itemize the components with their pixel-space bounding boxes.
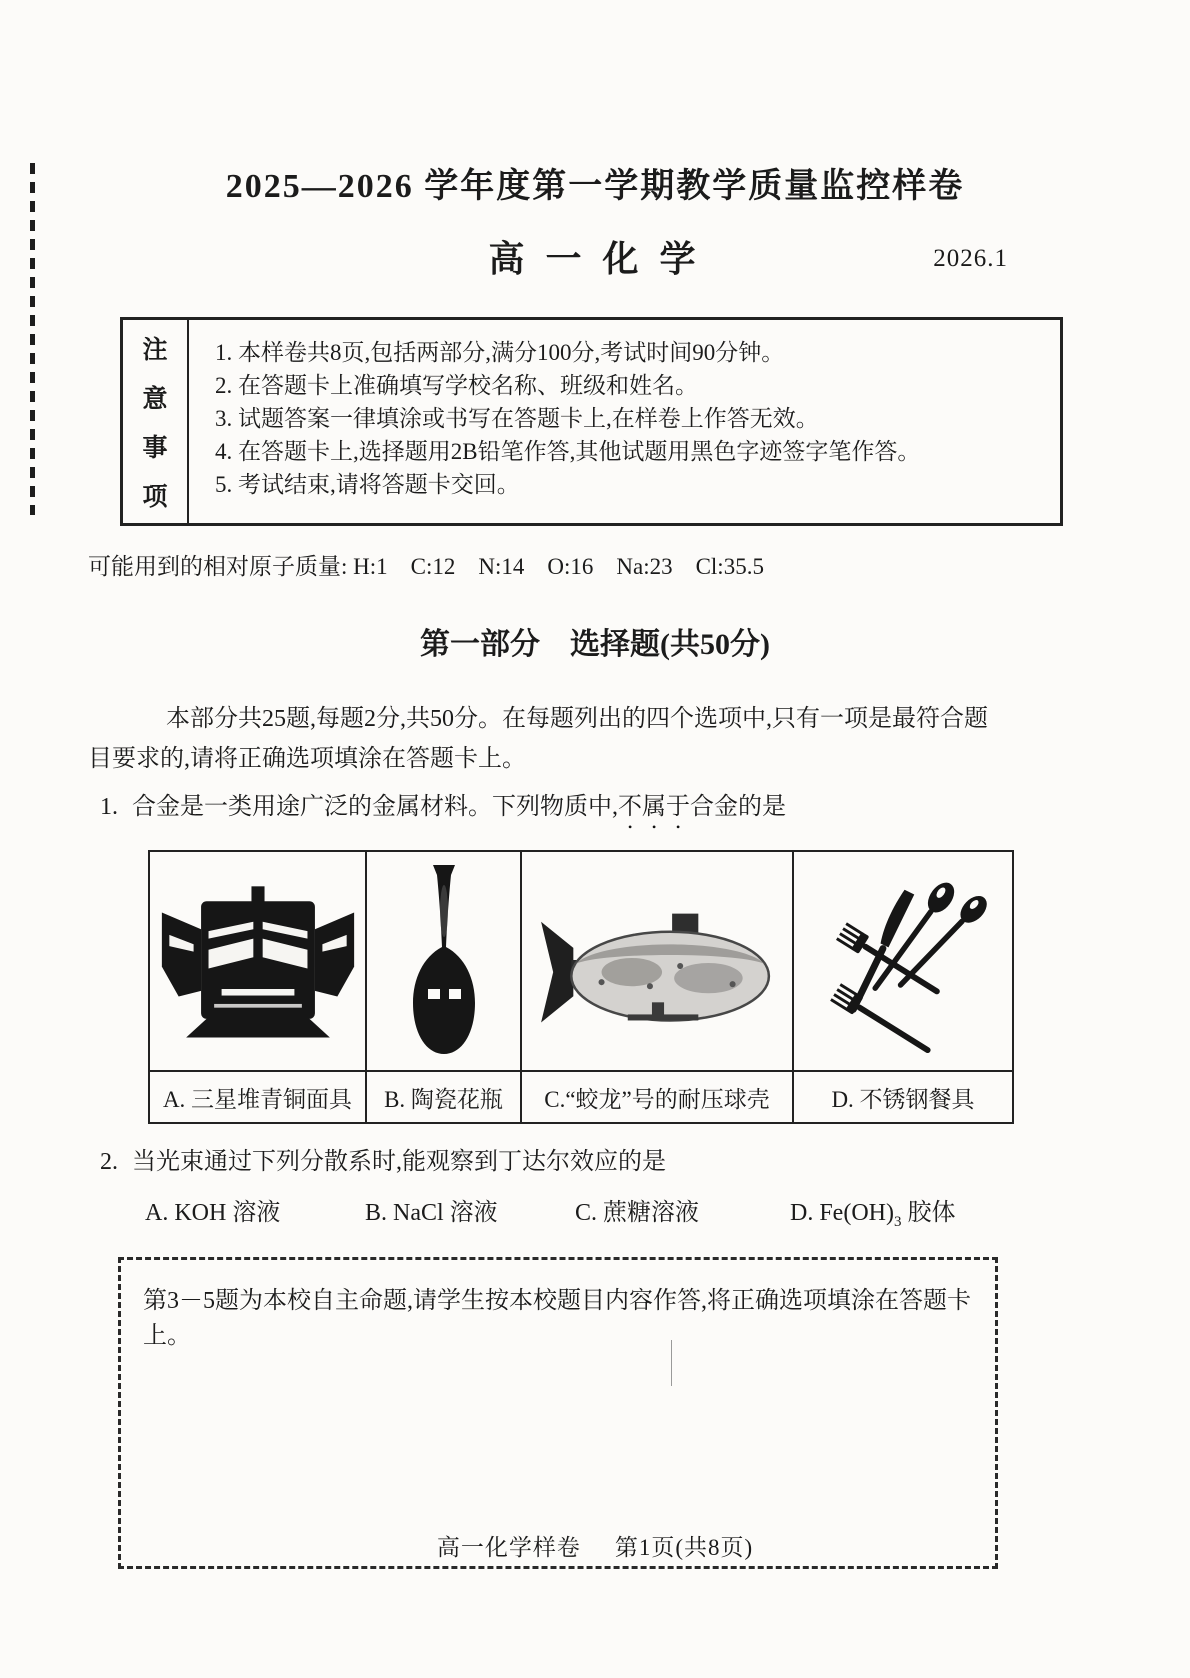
option-d-suffix: 胶体 [901, 1200, 956, 1226]
emphasized-text: 不属于 [618, 794, 690, 820]
option-b-image-cell [367, 852, 522, 1070]
notice-box [120, 317, 1063, 526]
bronze-mask-image [160, 869, 356, 1053]
notice-label-char: 项 [142, 484, 168, 511]
question-text: 当光束通过下列分散系时,能观察到丁达尔效应的是 [132, 1149, 666, 1175]
footer-page-number: 第1页(共8页) [614, 1535, 754, 1560]
intro-line: 本部分共25题,每题2分,共50分。在每题列出的四个选项中,只有一项是最符合题 [166, 706, 988, 732]
subject-row [0, 231, 1190, 277]
option-a-caption: A. 三星堆青铜面具 [150, 1070, 367, 1122]
notice-item: 3. 试题答案一律填涂或书写在答题卡上,在样卷上作答无效。 [215, 406, 819, 431]
scan-artifact-line [671, 1340, 672, 1386]
question-1-option-table [148, 850, 1014, 1124]
page-footer [0, 1529, 1190, 1562]
option-d-subscript: 3 [893, 1213, 902, 1230]
question-text: 合金的是 [690, 794, 786, 820]
section1-intro [88, 699, 1090, 779]
notice-label-char: 意 [142, 386, 168, 413]
footer-paper-name: 高一化学样卷 [436, 1535, 581, 1560]
option-b-caption: B. 陶瓷花瓶 [367, 1070, 522, 1122]
notice-label-char: 事 [142, 435, 168, 462]
option-a-image-cell [150, 852, 367, 1070]
page-title: 2025—2026 学年度第一学期教学质量监控样卷 [225, 168, 965, 205]
stainless-cutlery-image [800, 869, 1006, 1053]
intro-line: 目要求的,请将正确选项填涂在答题卡上。 [88, 746, 526, 772]
atomic-masses-line: 可能用到的相对原子质量: H:1 C:12 N:14 O:16 Na:23 Cl:35.5 [88, 554, 764, 579]
question-text: 合金是一类用途广泛的金属材料。下列物质中, [132, 794, 618, 820]
option-b: B. NaCl 溶液 [365, 1200, 498, 1226]
option-d-image-cell [794, 852, 1012, 1070]
question-1-text [100, 789, 1190, 834]
notice-item: 1. 本样卷共8页,包括两部分,满分100分,考试时间90分钟。 [215, 340, 785, 365]
notice-item: 2. 在答题卡上准确填写学校名称、班级和姓名。 [215, 373, 698, 398]
section1-heading: 第一部分 选择题(共50分) [420, 628, 770, 661]
jiaolong-submersible-image [531, 885, 783, 1037]
notice-items [189, 320, 1060, 523]
question-2-options [145, 1192, 1190, 1231]
option-c-caption: C.“蛟龙”号的耐压球壳 [522, 1070, 794, 1122]
school-note-box [118, 1257, 998, 1569]
binding-dash-marks [30, 163, 35, 515]
notice-item: 5. 考试结束,请将答题卡交回。 [215, 472, 520, 497]
question-number: 1. [100, 794, 118, 820]
school-note-text: 第3－5题为本校自主命题,请学生按本校题目内容作答,将正确选项填涂在答题卡上。 [143, 1287, 971, 1349]
option-d-formula: D. Fe(OH) [790, 1200, 894, 1226]
subject-title: 高 一 化 学 [488, 239, 702, 279]
option-c-image-cell [522, 852, 794, 1070]
option-d-caption: D. 不锈钢餐具 [794, 1070, 1012, 1122]
option-c: C. 蔗糖溶液 [575, 1200, 700, 1226]
notice-label [123, 320, 189, 523]
exam-date: 2026.1 [933, 245, 1008, 272]
question-2-text [100, 1144, 1190, 1180]
option-a: A. KOH 溶液 [145, 1200, 281, 1226]
notice-item: 4. 在答题卡上,选择题用2B铅笔作答,其他试题用黑色字迹签字笔作答。 [215, 439, 921, 464]
option-d [790, 1192, 955, 1231]
ceramic-vase-image [381, 861, 507, 1061]
notice-label-char: 注 [142, 337, 168, 364]
question-number: 2. [100, 1149, 118, 1175]
